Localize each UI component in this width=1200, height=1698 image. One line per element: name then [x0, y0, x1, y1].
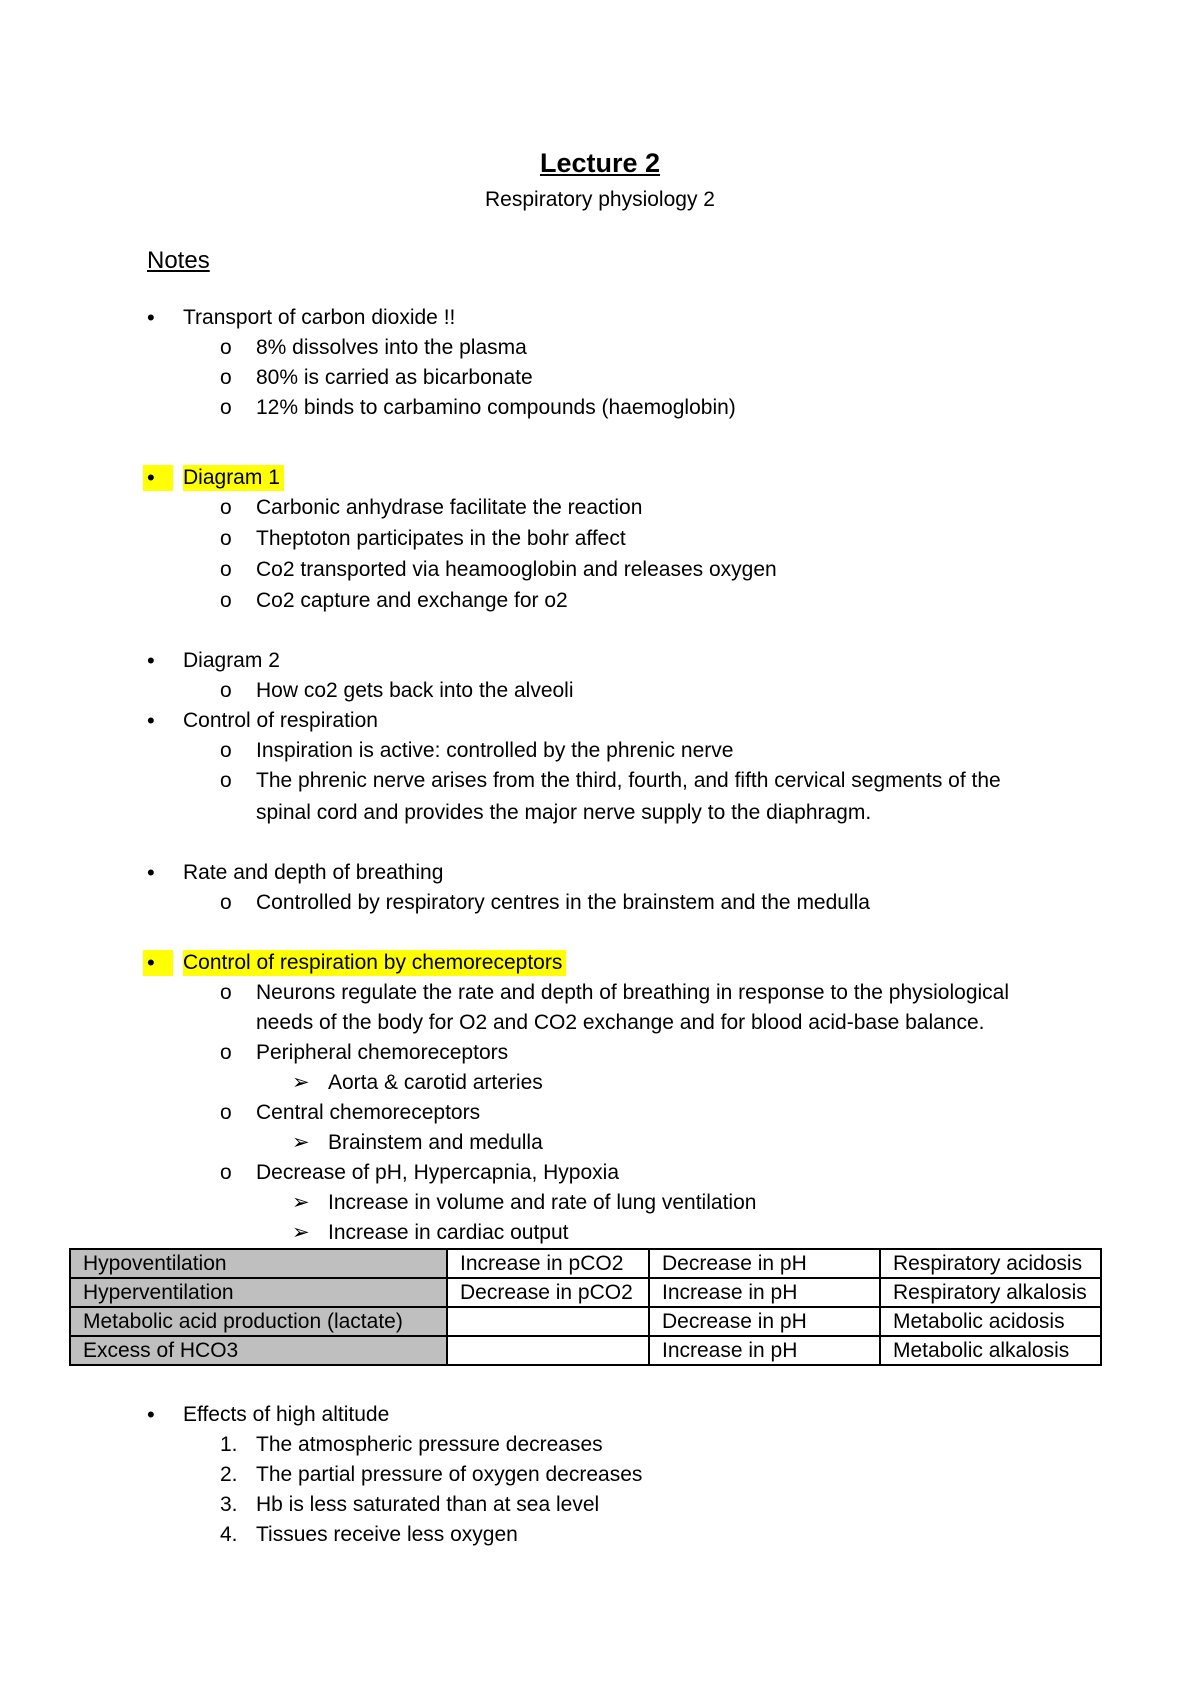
table-cell: Increase in pH [649, 1336, 880, 1365]
bullet-icon: • [147, 1402, 155, 1427]
sub-bullet-icon: o [220, 1041, 232, 1064]
bullet-text: Control of respiration by chemoreceptors [183, 950, 566, 976]
bullet-icon: • [147, 950, 155, 975]
sub-bullet-text: Co2 transported via heamooglobin and releases oxygen [256, 558, 777, 581]
bullet-icon: • [147, 648, 155, 673]
bullet-icon: • [147, 465, 155, 490]
sub-bullet-icon: o [220, 981, 232, 1004]
item-number: 4. [220, 1523, 238, 1546]
sub-bullet-text: 8% dissolves into the plasma [256, 336, 527, 359]
bullet-text: Control of respiration [183, 709, 378, 732]
notes-heading: Notes [147, 247, 210, 274]
arrow-icon: ➢ [292, 1191, 310, 1214]
sub-bullet-text: Theptoton participates in the bohr affect [256, 527, 626, 550]
sub-bullet-icon: o [220, 1101, 232, 1124]
table-cell: Hypoventilation [70, 1249, 447, 1278]
table-cell: Hyperventilation [70, 1278, 447, 1307]
sub-bullet-text: Controlled by respiratory centres in the brainstem and the medulla [256, 891, 870, 914]
arrow-bullet-text: Increase in volume and rate of lung ventilation [328, 1191, 757, 1214]
sub-bullet-icon: o [220, 589, 232, 612]
item-text: The partial pressure of oxygen decreases [256, 1463, 643, 1486]
sub-bullet-icon: o [220, 679, 232, 702]
sub-bullet-icon: o [220, 366, 232, 389]
sub-bullet-text: 80% is carried as bicarbonate [256, 366, 533, 389]
table-row [70, 1278, 1101, 1307]
table-cell: Respiratory acidosis [880, 1249, 1101, 1278]
arrow-icon: ➢ [292, 1071, 310, 1094]
item-text: Hb is less saturated than at sea level [256, 1493, 600, 1516]
sub-bullet-icon: o [220, 496, 232, 519]
bullet-icon: • [147, 860, 155, 885]
acid-base-table [69, 1248, 1102, 1366]
sub-bullet-continuation: spinal cord and provides the major nerve supply to the diaphragm. [256, 801, 872, 824]
bullet-text: Diagram 1 [183, 465, 284, 491]
sub-bullet-text: Decrease of pH, Hypercapnia, Hypoxia [256, 1161, 620, 1184]
table-cell: Increase in pCO2 [447, 1249, 649, 1278]
arrow-bullet-text: Increase in cardiac output [328, 1221, 569, 1244]
sub-bullet-text: Peripheral chemoreceptors [256, 1041, 509, 1064]
page-title: Lecture 2 [539, 148, 661, 178]
sub-bullet-text: How co2 gets back into the alveoli [256, 679, 574, 702]
item-number: 3. [220, 1493, 238, 1516]
sub-bullet-text: Neurons regulate the rate and depth of breathing in response to the physiological [256, 981, 1010, 1004]
arrow-bullet-text: Brainstem and medulla [328, 1131, 543, 1154]
table-row [70, 1336, 1101, 1365]
page-subtitle: Respiratory physiology 2 [485, 188, 715, 211]
sub-bullet-text: Central chemoreceptors [256, 1101, 481, 1124]
table-cell [447, 1307, 649, 1336]
bullet-text: Rate and depth of breathing [183, 861, 444, 884]
bullet-text: Diagram 2 [183, 649, 280, 672]
bullet-text: Transport of carbon dioxide !! [183, 306, 456, 329]
bullet-icon: • [147, 708, 155, 733]
sub-bullet-icon: o [220, 558, 232, 581]
sub-bullet-icon: o [220, 891, 232, 914]
table-row [70, 1249, 1101, 1278]
item-number: 1. [220, 1433, 238, 1456]
sub-bullet-icon: o [220, 336, 232, 359]
bullet-text: Effects of high altitude [183, 1403, 390, 1426]
table-cell: Respiratory alkalosis [880, 1278, 1101, 1307]
table-cell: Metabolic acidosis [880, 1307, 1101, 1336]
table-cell [447, 1336, 649, 1365]
sub-bullet-text: Carbonic anhydrase facilitate the reaction [256, 496, 643, 519]
sub-bullet-icon: o [220, 527, 232, 550]
table-cell: Decrease in pH [649, 1249, 880, 1278]
arrow-bullet-text: Aorta & carotid arteries [328, 1071, 543, 1094]
bullet-icon: • [147, 305, 155, 330]
sub-bullet-text: The phrenic nerve arises from the third, fourth, and fifth cervical segments of the [256, 769, 1001, 792]
item-number: 2. [220, 1463, 238, 1486]
table-cell: Decrease in pH [649, 1307, 880, 1336]
sub-bullet-text: 12% binds to carbamino compounds (haemoglobin) [256, 396, 736, 419]
table-cell: Excess of HCO3 [70, 1336, 447, 1365]
sub-bullet-icon: o [220, 396, 232, 419]
arrow-icon: ➢ [292, 1131, 310, 1154]
table-row [70, 1307, 1101, 1336]
table-cell: Metabolic acid production (lactate) [70, 1307, 447, 1336]
sub-bullet-text: Co2 capture and exchange for o2 [256, 589, 568, 612]
sub-bullet-icon: o [220, 739, 232, 762]
sub-bullet-continuation: needs of the body for O2 and CO2 exchange and for blood acid-base balance. [256, 1011, 985, 1034]
table-cell: Increase in pH [649, 1278, 880, 1307]
sub-bullet-text: Inspiration is active: controlled by the phrenic nerve [256, 739, 734, 762]
table-cell: Metabolic alkalosis [880, 1336, 1101, 1365]
arrow-icon: ➢ [292, 1221, 310, 1244]
table-cell: Decrease in pCO2 [447, 1278, 649, 1307]
item-text: Tissues receive less oxygen [256, 1523, 518, 1546]
sub-bullet-icon: o [220, 1161, 232, 1184]
item-text: The atmospheric pressure decreases [256, 1433, 603, 1456]
sub-bullet-icon: o [220, 769, 232, 792]
